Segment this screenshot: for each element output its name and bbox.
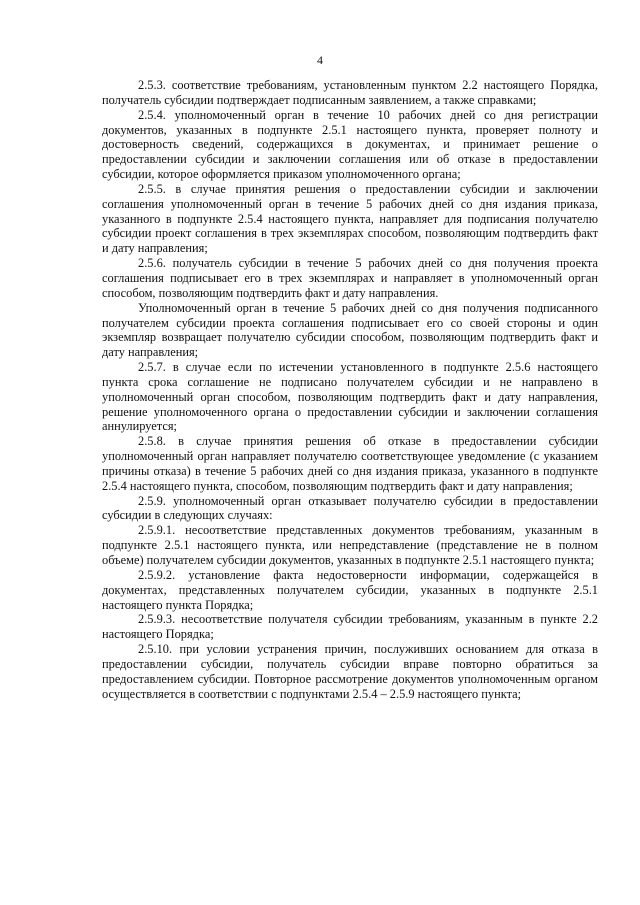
paragraph-2-5-9: 2.5.9. уполномоченный орган отказывает получателю субсидии в предоставлении субсидии в следующих случаях: [102, 493, 598, 523]
paragraph-2-5-9-1: 2.5.9.1. несоответствие представленных документов требованиям, указанным в подпункте 2.5.1 настоящего пункта, или непредставление (представление не в полном объеме) получателем субсидии документов, указанных в подпункте 2.5.1 настоящего пункта; [102, 523, 598, 567]
paragraph-2-5-9-2: 2.5.9.2. установление факта недостоверности информации, содержащейся в документах, представленных получателем субсидии, указанных в подпункте 2.5.1 настоящего пункта Порядка; [102, 567, 598, 612]
document-body [102, 78, 598, 701]
paragraph-2-5-4: 2.5.4. уполномоченный орган в течение 10 рабочих дней со дня регистрации документов, указанных в подпункте 2.5.1 настоящего пункта, проверяет полноту и достоверность сведений, содержащихся в документах, и принимает решение о предоставлении субсидии и заключении соглашения или об отказе в предоставлении субсидии, которое оформляется приказом уполномоченного органа; [102, 107, 598, 182]
paragraph-2-5-3: 2.5.3. соответствие требованиям, установленным пунктом 2.2 настоящего Порядка, получатель субсидии подтверждает подписанным заявлением, а также справками; [102, 78, 598, 107]
paragraph-2-5-10: 2.5.10. при условии устранения причин, послуживших основанием для отказа в предоставлении субсидии, получатель субсидии вправе повторно обратиться за предоставлением субсидии. Повторное рассмотрение документов уполномоченным органом осуществляется в соответствии с подпунктами 2.5.4 – 2.5.9 настоящего пункта; [102, 642, 598, 701]
paragraph-2-5-9-3: 2.5.9.3. несоответствие получателя субсидии требованиям, указанным в пункте 2.2 настоящего Порядка; [102, 612, 598, 642]
paragraph-2-5-5: 2.5.5. в случае принятия решения о предоставлении субсидии и заключении соглашения уполномоченный орган в течение 5 рабочих дней со дня издания приказа, указанного в подпункте 2.5.4 настоящего пункта, направляет для подписания получателю субсидии проект соглашения в трех экземплярах способом, позволяющим подтвердить факт и дату направления; [102, 181, 598, 256]
page-number: 4 [317, 53, 323, 67]
paragraph-2-5-6: 2.5.6. получатель субсидии в течение 5 рабочих дней со дня получения проекта соглашения подписывает его в трех экземплярах и направляет в уполномоченный орган способом, позволяющим подтвердить факт и дату направления. [102, 256, 598, 300]
paragraph-2-5-8: 2.5.8. в случае принятия решения об отказе в предоставлении субсидии уполномоченный орган направляет получателю соответствующее уведомление (с указанием причины отказа) в течение 5 рабочих дней со дня издания приказа, указанного в подпункте 2.5.4 настоящего пункта, способом, позволяющим подтвердить факт и дату направления; [102, 434, 598, 493]
paragraph-2-5-6-continued: Уполномоченный орган в течение 5 рабочих дней со дня получения подписанного получателем субсидии проекта соглашения подписывает его со своей стороны и один экземпляр возвращает получателю субсидии способом, позволяющим подтвердить факт и дату направления; [102, 300, 598, 360]
paragraph-2-5-7: 2.5.7. в случае если по истечении установленного в подпункте 2.5.6 настоящего пункта срока соглашение не подписано получателем субсидии и не направлено в уполномоченный орган способом, позволяющим подтвердить факт и дату направления, решение уполномоченного органа о предоставлении субсидии и заключении соглашения аннулируется; [102, 360, 598, 434]
